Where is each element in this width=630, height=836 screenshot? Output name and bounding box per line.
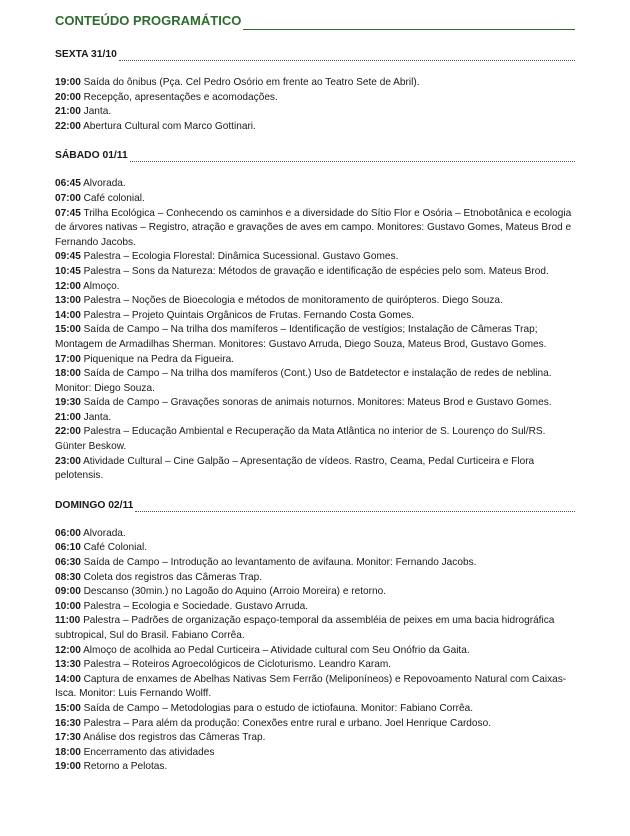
schedule-item [55, 571, 575, 586]
item-description: Saída de Campo – Metodologias para o estudo de ictiofauna. Monitor: Fabiano Corrêa. [83, 702, 474, 714]
document-title-row [55, 12, 575, 30]
item-time: 19:00 [55, 761, 81, 773]
schedule-item [55, 323, 575, 352]
item-description: Palestra – Projeto Quintais Orgânicos de Frutas. Fernando Costa Gomes. [83, 309, 415, 321]
item-time: 13:00 [55, 295, 81, 307]
day-section [55, 48, 575, 134]
item-time: 23:00 [55, 455, 81, 467]
item-time: 08:30 [55, 571, 81, 583]
schedule-item [55, 207, 575, 251]
schedule-list [55, 527, 575, 775]
item-description: Café Colonial. [83, 542, 148, 554]
item-description: Encerramento das atividades [83, 746, 215, 758]
item-description: Piquenique na Pedra da Figueira. [83, 353, 235, 365]
item-time: 14:00 [55, 309, 81, 321]
schedule-item [55, 541, 575, 556]
item-time: 06:30 [55, 557, 81, 569]
item-time: 19:00 [55, 77, 81, 88]
item-time: 11:00 [55, 615, 81, 627]
item-description: Retorno a Pelotas. [83, 761, 168, 773]
day-section [55, 499, 575, 775]
item-description: Saída de Campo – Na trilha dos mamíferos (Cont.) Uso de Batdetector e instalação de redes de neblina. Monitor: Diego Souza. [55, 368, 552, 394]
item-description: Palestra – Educação Ambiental e Recuperação da Mata Atlântica no interior de S. Lourenço do Sul/RS. Günter Beskow. [55, 426, 546, 453]
item-description: Palestra – Roteiros Agroecológicos de Cicloturismo. Leandro Karam. [83, 659, 392, 671]
item-time: 21:00 [55, 106, 81, 118]
item-time: 12:00 [55, 280, 81, 292]
schedule [55, 48, 575, 775]
item-description: Saída de Campo – Introdução ao levantamento de avifauna. Monitor: Fernando Jacobs. [83, 557, 477, 569]
schedule-item [55, 367, 575, 396]
item-time: 09:00 [55, 586, 81, 598]
item-description: Palestra – Ecologia Florestal: Dinâmica Sucessional. Gustavo Gomes. [83, 251, 399, 263]
title-underline [243, 16, 575, 30]
day-label: DOMINGO 02/11 [55, 499, 134, 511]
schedule-item [55, 702, 575, 717]
item-description: Alvorada. [83, 178, 126, 190]
item-time: 17:00 [55, 353, 81, 365]
schedule-item [55, 396, 575, 411]
schedule-item [55, 120, 575, 135]
item-description: Saída de Campo – Gravações sonoras de animais noturnos. Monitores: Mateus Brod e Gustavo Gomes. [83, 397, 552, 409]
item-time: 20:00 [55, 91, 81, 103]
item-description: Saída do ônibus (Pça. Cel Pedro Osório em frente ao Teatro Sete de Abril). [83, 77, 420, 88]
item-description: Palestra – Noções de Bioecologia e métodos de monitoramento de quirópteros. Diego Souza. [83, 295, 503, 307]
schedule-item [55, 731, 575, 746]
item-time: 19:30 [55, 397, 81, 409]
item-description: Almoço. [83, 280, 120, 292]
schedule-list [55, 76, 575, 134]
dotted-leader [135, 501, 575, 512]
item-description: Abertura Cultural com Marco Gottinari. [83, 120, 256, 132]
dotted-leader [130, 151, 575, 162]
schedule-item [55, 250, 575, 265]
item-description: Almoço de acolhida ao Pedal Curticeira – Atividade cultural com Seu Onófrio da Gaita. [83, 644, 470, 656]
schedule-item [55, 309, 575, 324]
item-time: 15:00 [55, 324, 81, 336]
schedule-item [55, 353, 575, 368]
schedule-item [55, 294, 575, 309]
item-time: 22:00 [55, 426, 81, 438]
item-time: 06:10 [55, 542, 81, 554]
item-time: 22:00 [55, 120, 81, 132]
schedule-item [55, 644, 575, 659]
item-description: Coleta dos registros das Câmeras Trap. [83, 571, 263, 583]
schedule-item [55, 455, 575, 484]
schedule-item [55, 556, 575, 571]
item-time: 16:30 [55, 717, 81, 729]
item-description: Captura de enxames de Abelhas Nativas Sem Ferrão (Meliponíneos) e Repovoamento Natural com Caixas-Isca. Monitor: Luis Fernando Wolff. [55, 673, 567, 700]
schedule-item [55, 717, 575, 732]
day-header [55, 499, 575, 512]
schedule-item [55, 105, 575, 120]
item-description: Saída de Campo – Na trilha dos mamíferos – Identificação de vestígios; Instalação de Câmeras Trap; Montagem de Armadilhas Sherman. Monitores: Gustavo Arruda, Diego Souza, Mateus Brod, Gustavo Gomes. [55, 324, 547, 350]
item-description: Palestra – Sons da Natureza: Métodos de gravação e identificação de espécies pelo som. Mateus Brod. [83, 265, 549, 277]
schedule-item [55, 614, 575, 643]
item-description: Trilha Ecológica – Conhecendo os caminhos e a diversidade do Sítio Flor e Osória – Etnobotânica e ecologia de árvores nativas – Registro, atração e gravações de aves em campo. Monitores: Gustavo Gomes, Mateus Brod e Fernando Jacobs. [55, 207, 572, 248]
document-title: CONTEÚDO PROGRAMÁTICO [55, 13, 242, 28]
schedule-item [55, 673, 575, 702]
item-time: 13:30 [55, 659, 81, 671]
item-description: Janta. [83, 106, 112, 118]
item-time: 12:00 [55, 644, 81, 656]
item-description: Café colonial. [83, 192, 145, 204]
item-time: 06:00 [55, 527, 81, 539]
schedule-item [55, 527, 575, 542]
item-description: Janta. [83, 411, 112, 423]
program-document [55, 12, 575, 775]
item-description: Atividade Cultural – Cine Galpão – Apresentação de vídeos. Rastro, Ceama, Pedal Curticeira e Flora pelotensis. [55, 455, 535, 482]
item-time: 17:30 [55, 732, 81, 744]
day-label: SÁBADO 01/11 [55, 150, 128, 162]
schedule-item [55, 585, 575, 600]
item-description: Recepção, apresentações e acomodações. [83, 91, 278, 103]
schedule-item [55, 411, 575, 426]
item-time: 14:00 [55, 673, 81, 685]
item-description: Palestra – Padrões de organização espaço-temporal da assembléia de peixes em uma bacia hidrográfica subtropical, Sul do Brasil. Fabiano Corrêa. [55, 615, 555, 641]
item-time: 18:00 [55, 746, 81, 758]
schedule-item [55, 76, 575, 91]
day-section [55, 149, 575, 483]
item-description: Alvorada. [83, 527, 126, 539]
item-time: 06:45 [55, 178, 81, 190]
schedule-list [55, 177, 575, 483]
item-time: 10:00 [55, 600, 81, 612]
schedule-item [55, 425, 575, 454]
day-label: SEXTA 31/10 [55, 49, 117, 60]
schedule-item [55, 746, 575, 761]
item-time: 07:45 [55, 207, 81, 219]
item-time: 10:45 [55, 265, 81, 277]
schedule-item [55, 192, 575, 207]
item-time: 09:45 [55, 251, 81, 263]
item-description: Análise dos registros das Câmeras Trap. [83, 732, 266, 744]
day-header [55, 149, 575, 162]
schedule-item [55, 177, 575, 192]
item-description: Descanso (30min.) no Lagoão do Aquino (Arroio Moreira) e retorno. [83, 586, 387, 598]
schedule-item [55, 600, 575, 615]
item-time: 15:00 [55, 702, 81, 714]
schedule-item [55, 760, 575, 775]
item-description: Palestra – Ecologia e Sociedade. Gustavo Arruda. [83, 600, 309, 612]
item-time: 18:00 [55, 368, 81, 380]
item-description: Palestra – Para além da produção: Conexões entre rural e urbano. Joel Henrique Cardoso. [83, 717, 491, 729]
schedule-item [55, 658, 575, 673]
item-time: 07:00 [55, 192, 81, 204]
day-header [55, 48, 575, 61]
schedule-item [55, 91, 575, 106]
item-time: 21:00 [55, 411, 81, 423]
schedule-item [55, 265, 575, 280]
schedule-item [55, 280, 575, 295]
dotted-leader [119, 50, 575, 61]
